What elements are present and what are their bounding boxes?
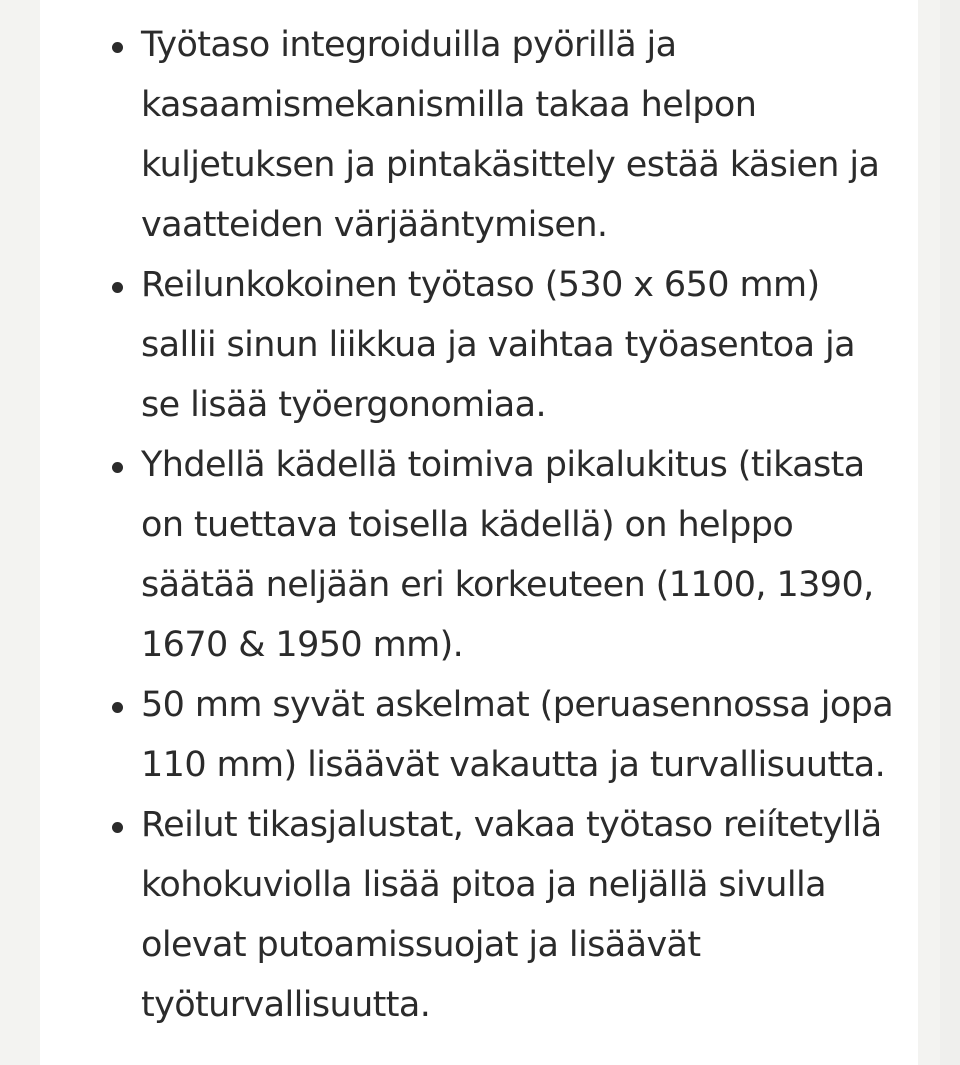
list-item xyxy=(0,15,940,255)
list-item-text: Työtaso integroiduilla pyörillä ja kasaamismekanismilla takaa helpon kuljetuksen ja pintakäsittely estää käsien ja vaatteiden värjääntymisen. xyxy=(141,25,880,245)
list-item-text: Reilunkokoinen työtaso (530 x 650 mm) sallii sinun liikkua ja vaihtaa työasentoa ja se lisää työergonomiaa. xyxy=(141,265,855,425)
bullet-icon xyxy=(112,42,123,53)
bullet-icon xyxy=(112,282,123,293)
list-item xyxy=(0,255,940,435)
list-item-text: Yhdellä kädellä toimiva pikalukitus (tikasta on tuettava toisella kädellä) on helppo säätää neljään eri korkeuteen (1100, 1390, 1670 & 1950 mm). xyxy=(141,445,874,665)
bullet-icon xyxy=(112,462,123,473)
bullet-icon xyxy=(112,822,123,833)
bullet-icon xyxy=(112,702,123,713)
feature-list xyxy=(0,15,940,1035)
scroll-gutter xyxy=(940,0,960,1065)
list-item-text: 50 mm syvät askelmat (peruasennossa jopa 110 mm) lisäävät vakautta ja turvallisuutta. xyxy=(141,685,894,785)
list-item xyxy=(0,435,940,675)
list-item-text: Reilut tikasjalustat, vakaa työtaso reiítetyllä kohokuviolla lisää pitoa ja neljällä sivulla olevat putoamissuojat ja lisäävät työturvallisuutta. xyxy=(141,805,882,1025)
list-item xyxy=(0,795,940,1035)
list-item xyxy=(0,675,940,795)
